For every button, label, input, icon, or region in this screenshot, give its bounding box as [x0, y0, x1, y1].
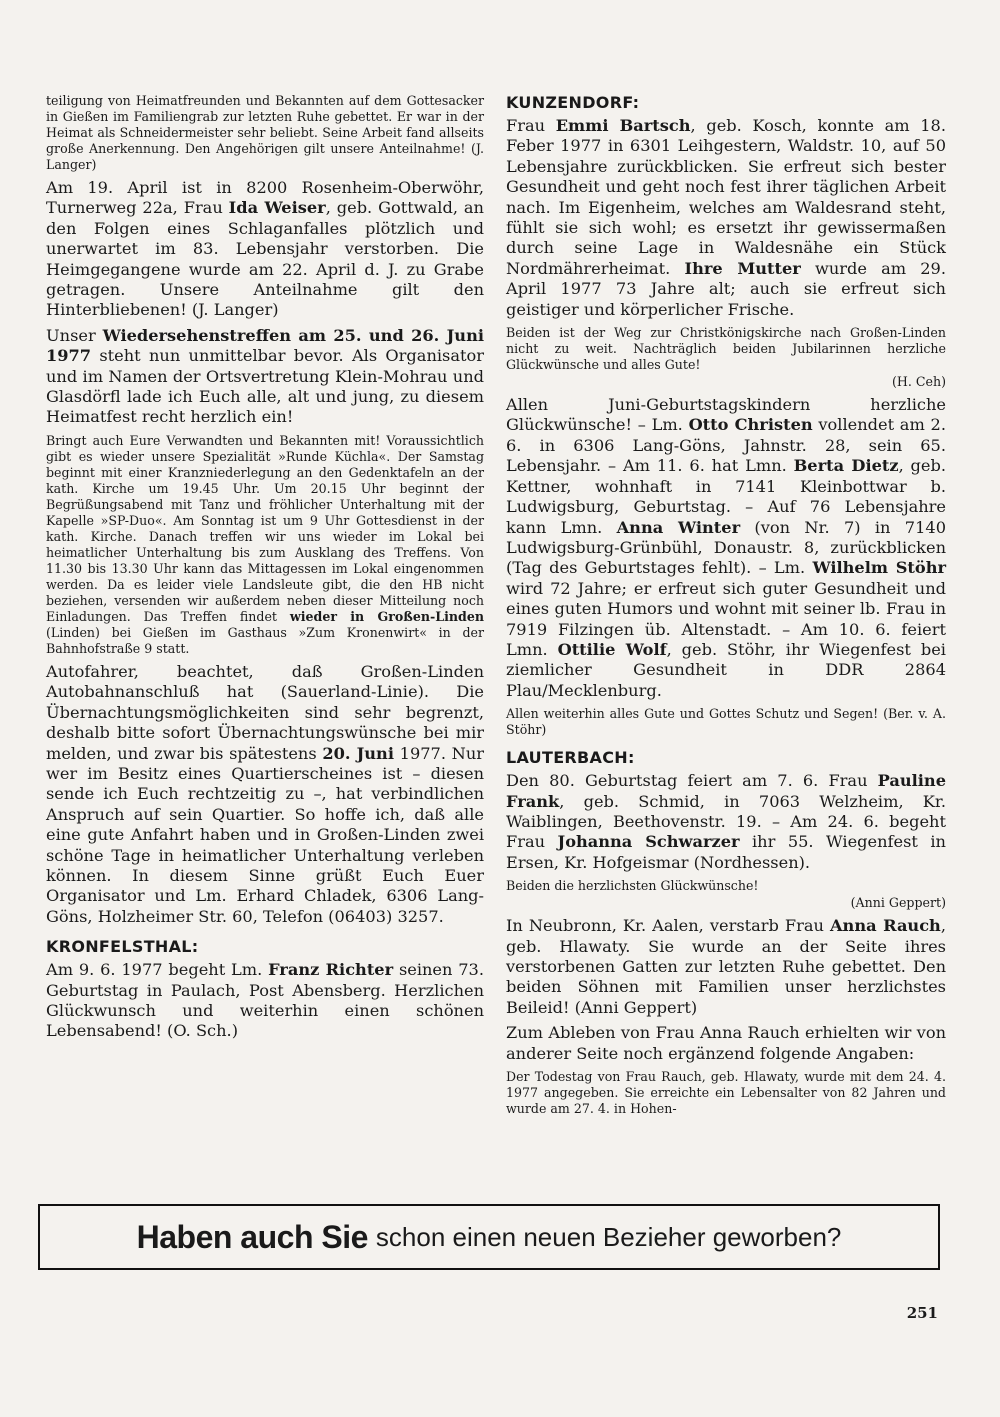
section-heading-kunzendorf: KUNZENDORF: [506, 93, 640, 112]
section-heading-lauterbach: LAUTERBACH: [506, 748, 635, 768]
right-column [506, 93, 946, 1122]
rauch-supplement-details: Der Todestag von Frau Rauch, geb. Hlawaty, wurde mit dem 24. 4. 1977 angegeben. Sie erreichte ein Lebensalter von 82 Jahren und wurde am 27. 4. in Hohen- [506, 1069, 946, 1117]
birthday-emmi-bartsch: Frau Emmi Bartsch, geb. Kosch, konnte am 18. Feber 1977 in 6301 Leihgestern, Waldstr. 10, auf 50 Lebensjahre zurückblicken. Sie erfreut sich bester Gesundheit und geht noch fest ihrer täglichen Arbeit nach. Im Eigenheim, welches am Waldesrand steht, fühlt sie sich wohl; es ersetzt ihr gewissermaßen durch seine Lage in Waldesnähe ein Stück Nordmährerheimat. Ihre Mutter wurde am 29. April 1977 73 Jahre alt; auch sie erfreut sich geistiger und körperlicher Frische. [506, 116, 947, 319]
reunion-accommodation: Autofahrer, beachtet, daß Großen-Linden Autobahnanschluß hat (Sauerland-Linie). Die Übernachtungsmöglichkeiten sind sehr begrenzt, deshalb bitte sofort Übernachtungswünsche bei mir melden, und zwar bis spätestens 20. Juni 1977. Nur wer im Besitz eines Quartierscheines ist – diesen sende ich Euch rechtzeitig zu –, hat verbindlichen Anspruch auf sein Quartier. So hoffe ich, daß alle eine gute Anfahrt haben und in Großen-Linden zwei schöne Tage in heimatlicher Unterhaltung verleben können. In diesem Sinne grüßt Euch Euer Organisator und Lm. Erhard Chladek, 6306 Lang-Göns, Holzheimer Str. 60, Telefon (06403) 3257. [46, 661, 484, 926]
birthday-franz-richter: Am 9. 6. 1977 begeht Lm. Franz Richter seinen 73. Geburtstag in Paulach, Post Abensberg. Herzlichen Glückwunsch und weiterhin einen schönen Lebensabend! (O. Sch.) [46, 960, 484, 1041]
banner-bold-text: Haben auch Sie [136, 1218, 368, 1255]
june-birthdays-closing: Allen weiterhin alles Gute und Gottes Schutz und Segen! (Ber. v. A. Stöhr) [506, 706, 946, 738]
section-heading-kronfelsthal: KRONFELSTHAL: [46, 937, 199, 957]
page-number: 251 [906, 1304, 938, 1322]
banner-rest-text: schon einen neuen Bezieher geworben? [375, 1221, 842, 1252]
author-credit: (H. Ceh) [891, 374, 946, 390]
june-birthdays: Allen Juni-Geburtstagskindern herzliche Glückwünsche! – Lm. Otto Christen vollendet am 2. 6. in 6306 Lang-Göns, Jahnstr. 28, sein 65. Lebensjahr. – Am 11. 6. hat Lmn. Berta Dietz, geb. Kettner, wohnhaft in 7141 Kleinbottwar b. Ludwigsburg, Geburtstag. – Auf 76 Lebensjahre kann Lmn. Anna Winter (von Nr. 7) in 7140 Ludwigsburg-Grünbühl, Donaustr. 8, zurückblicken (Tag des Geburtstages fehlt). – Lm. Wilhelm Stöhr wird 72 Jahre; er erfreut sich guter Gesundheit und eines guten Humors und wohnt mit seiner lb. Frau in 7919 Filzingen üb. Altenstadt. – Am 10. 6. feiert Lmn. Ottilie Wolf, geb. Stöhr, ihr Wiegenfest bei ziemlicher Gesundheit in DDR 2864 Plau/Mecklenburg. [506, 395, 946, 700]
subscriber-banner [38, 1204, 940, 1270]
obituary-continuation: teiligung von Heimatfreunden und Bekannten auf dem Gottesacker in Gießen im Familiengrab zur letzten Ruhe gebettet. Er war in der Heimat als Schneidermeister sehr beliebt. Seine Arbeit fand allseits große Anerkennung. Den Angehörigen gilt unsere Anteilnahme! (J. Langer) [46, 93, 484, 172]
obituary-anna-rauch: In Neubronn, Kr. Aalen, verstarb Frau Anna Rauch, geb. Hlawaty. Sie wurde an der Seite ihres verstorbenen Gatten zur letzten Ruhe gebettet. Den beiden Söhnen mit Familien unser herzlichstes Beileid! (Anni Geppert) [506, 916, 946, 1017]
author-credit: (Anni Geppert) [850, 895, 946, 911]
reunion-announcement: Unser Wiedersehenstreffen am 25. und 26. Juni 1977 steht nun unmittelbar bevor. Als Organisator und im Namen der Ortsvertretung Klein-Mohrau und Glasdörfl lade ich Euch alle, alt und jung, zu diesem Heimatfest recht herzlich ein! [46, 325, 484, 427]
obituary-ida-weiser: Am 19. April ist in 8200 Rosenheim-Oberwöhr, Turnerweg 22a, Frau Ida Weiser, geb. Gottwald, an den Folgen eines Schlaganfalles plötzlich und unerwartet im 83. Lebensjahr verstorben. Die Heimgegangene wurde am 22. April d. J. zu Grabe getragen. Unsere Anteilnahme gilt den Hinterbliebenen! (J. Langer) [46, 178, 484, 320]
kunzendorf-greeting: Beiden ist der Weg zur Christkönigskirche nach Großen-Linden nicht zu weit. Nachträglich beiden Jubilarinnen herzliche Glückwünsche und alles Gute! [506, 325, 946, 373]
rauch-supplement-intro: Zum Ableben von Frau Anna Rauch erhielten wir von anderer Seite noch ergänzend folgende Angaben: [506, 1023, 946, 1063]
reunion-program: Bringt auch Eure Verwandten und Bekannten mit! Voraussichtlich gibt es wieder unsere Spezialität »Runde Küchla«. Der Samstag beginnt mit einer Kranzniederlegung an den Gedenktafeln an der kath. Kirche um 19.45 Uhr. Um 20.15 Uhr beginnt der Begrüßungsabend mit Tanz und fröhlicher Unterhaltung mit der Kapelle »SP-Duo«. Am Sonntag ist um 9 Uhr Gottesdienst in der kath. Kirche. Danach treffen wir uns wieder im Lokal bei heimatlicher Unterhaltung bis zum Ausklang des Treffens. Von 11.30 bis 13.30 Uhr kann das Mittagessen im Lokal eingenommen werden. Da es leider viele Landsleute gibt, die den HB nicht beziehen, versenden wir außerdem neben dieser Mitteilung noch Einladungen. Das Treffen findet wieder in Großen-Linden (Linden) bei Gießen im Gasthaus »Zum Kronenwirt« in der Bahnhofstraße 9 statt. [46, 432, 484, 656]
lauterbach-birthdays: Den 80. Geburtstag feiert am 7. 6. Frau Pauline Frank, geb. Schmid, in 7063 Welzheim, Kr. Waiblingen, Beethovenstr. 19. – Am 24. 6. begeht Frau Johanna Schwarzer ihr 55. Wiegenfest in Ersen, Kr. Hofgeismar (Nordhessen). [506, 771, 946, 872]
left-column [46, 93, 484, 1047]
lauterbach-greeting: Beiden die herzlichsten Glückwünsche! [506, 878, 759, 894]
